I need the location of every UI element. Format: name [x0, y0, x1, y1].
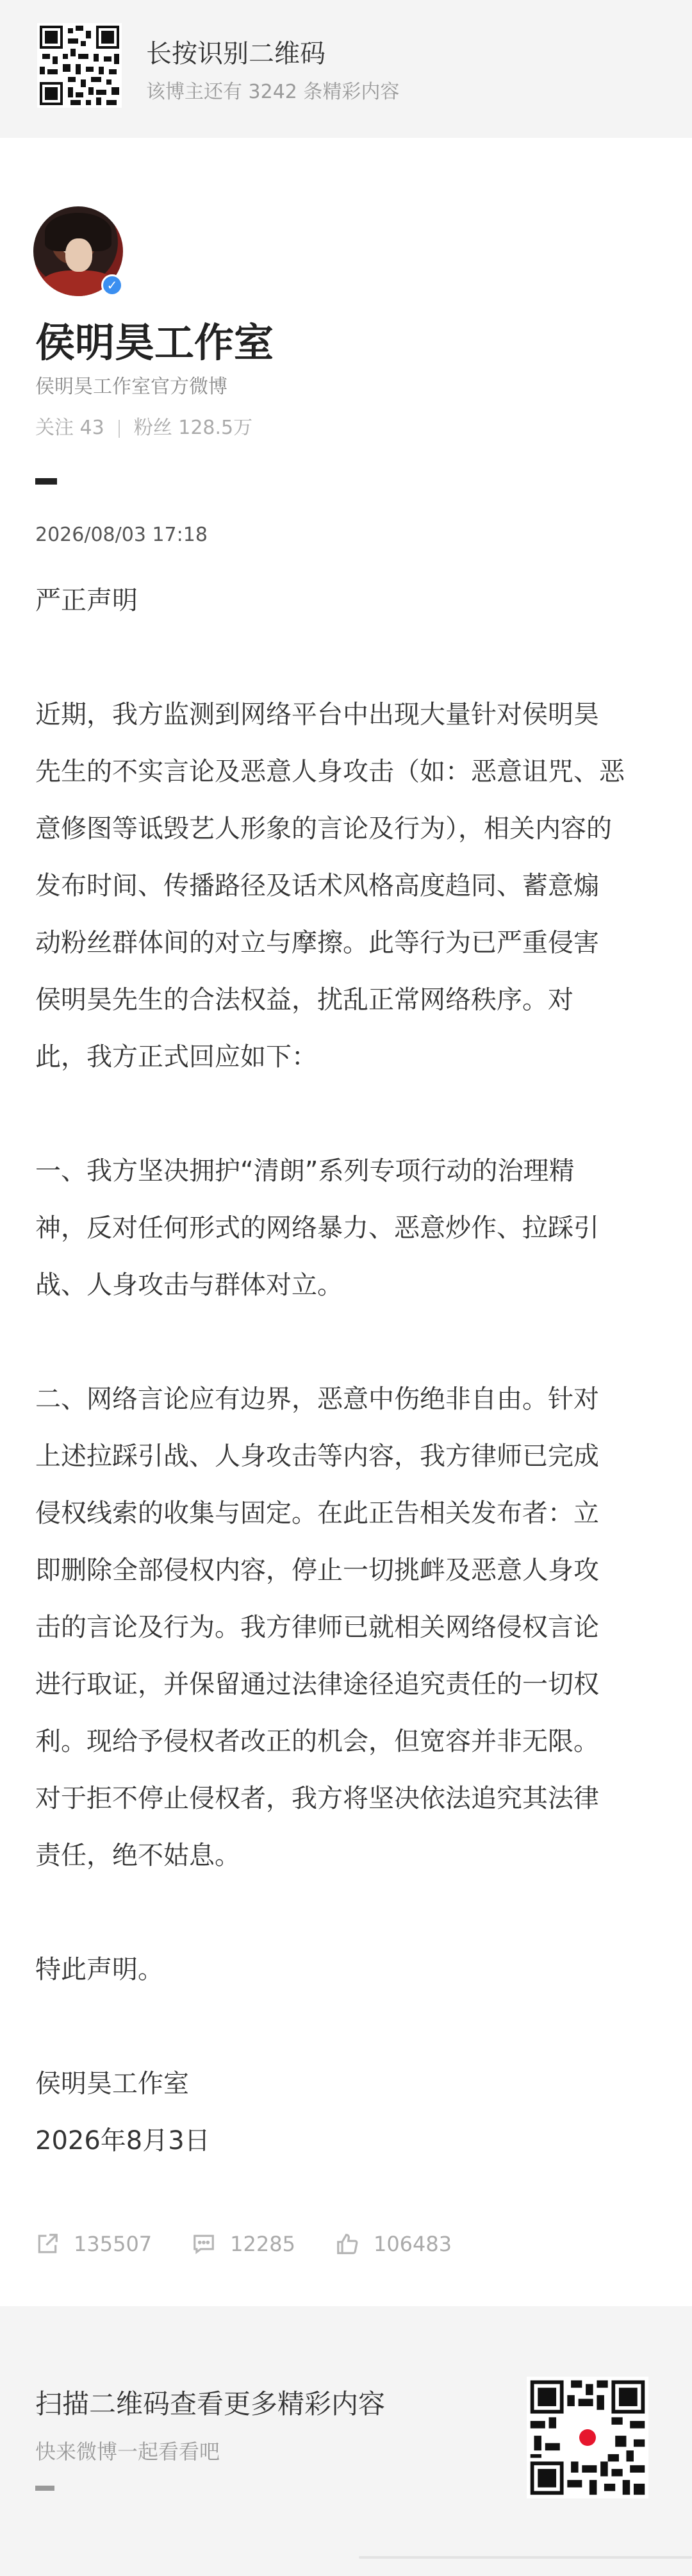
stats-divider [119, 420, 120, 438]
footer-bar [359, 2556, 692, 2559]
profile-stats [35, 411, 252, 440]
post-date: 2026/08/03 17:18 [35, 524, 208, 546]
repost-button[interactable] [35, 2232, 152, 2256]
post-line: 神，反对任何形式的网络暴力、恶意炒作、拉踩引 [35, 1213, 599, 1243]
post-line: 战、人身攻击与群体对立。 [35, 1270, 343, 1300]
verified-badge-icon: ✓ [101, 274, 123, 296]
post-line: 先生的不实言论及恶意人身攻击（如：恶意诅咒、恶 [35, 757, 625, 786]
paragraph-gap [35, 1998, 660, 2056]
post-line: 2026年8月3日 [35, 2126, 210, 2156]
post-line: 发布时间、传播路径及话术风格高度趋同、蓄意煽 [35, 871, 599, 901]
post-line: 进行取证，并保留通过法律途径追究责任的一切权 [35, 1670, 599, 1699]
post-line: 侯明昊工作室 [35, 2069, 189, 2098]
post-actions [35, 2232, 491, 2256]
post-line: 此，我方正式回应如下： [35, 1042, 317, 1072]
paragraph-gap [35, 1314, 660, 1371]
paragraph-gap [35, 1086, 660, 1143]
comment-button[interactable] [192, 2232, 295, 2256]
weibo-logo-icon [574, 2424, 601, 2451]
like-button[interactable] [335, 2232, 452, 2256]
paragraph-gap [35, 629, 660, 686]
post-line: 即删除全部侵权内容，停止一切挑衅及恶意人身攻 [35, 1556, 599, 1585]
repost-count: 135507 [74, 2232, 152, 2256]
bottom-banner-title: 扫描二维码查看更多精彩内容 [35, 2388, 386, 2420]
avatar-face [65, 238, 92, 272]
like-count: 106483 [373, 2232, 452, 2256]
post-line: 侯明昊先生的合法权益，扰乱正常网络秩序。对 [35, 985, 573, 1015]
post-line: 责任，绝不姑息。 [35, 1841, 240, 1870]
bottom-divider [35, 2486, 54, 2491]
post-content [35, 572, 660, 2170]
comment-count: 12285 [230, 2232, 295, 2256]
post-line: 一、我方坚决拥护“清朗”系列专项行动的治理精 [35, 1156, 575, 1186]
top-banner-subtitle: 该博主还有 3242 条精彩内容 [146, 81, 400, 103]
repost-icon [35, 2232, 60, 2256]
bottom-banner-subtitle: 快来微博一起看看吧 [35, 2439, 220, 2464]
qr-code-icon[interactable] [527, 2377, 648, 2498]
post-line: 特此声明。 [35, 1955, 163, 1984]
post-line: 意修图等诋毁艺人形象的言论及行为），相关内容的 [35, 814, 612, 843]
like-icon [335, 2232, 359, 2256]
paragraph-gap [35, 1884, 660, 1941]
post-line: 上述拉踩引战、人身攻击等内容，我方律师已完成 [35, 1442, 599, 1471]
post-line: 对于拒不停止侵权者，我方将坚决依法追究其法律 [35, 1784, 599, 1813]
post-line: 侵权线索的收集与固定。在此正告相关发布者：立 [35, 1499, 599, 1528]
profile-description: 侯明昊工作室官方微博 [35, 376, 227, 398]
post-line: 动粉丝群体间的对立与摩擦。此等行为已严重侵害 [35, 928, 599, 958]
post-line: 击的言论及行为。我方律师已就相关网络侵权言论 [35, 1613, 599, 1642]
profile-name[interactable]: 侯明昊工作室 [35, 319, 274, 366]
comment-icon [192, 2232, 216, 2256]
post-line: 二、网络言论应有边界，恶意中伤绝非自由。针对 [35, 1384, 599, 1414]
post-line: 近期，我方监测到网络平台中出现大量针对侯明昊 [35, 700, 599, 729]
followers-count[interactable]: 粉丝 128.5万 [133, 417, 253, 439]
top-banner-title: 长按识别二维码 [146, 39, 325, 69]
post-line: 严正声明 [35, 586, 138, 615]
post-line: 利。现给予侵权者改正的机会，但宽容并非无限。 [35, 1727, 599, 1756]
following-count[interactable]: 关注 43 [35, 417, 104, 439]
qr-code-icon[interactable] [37, 23, 122, 108]
section-divider [35, 478, 57, 485]
